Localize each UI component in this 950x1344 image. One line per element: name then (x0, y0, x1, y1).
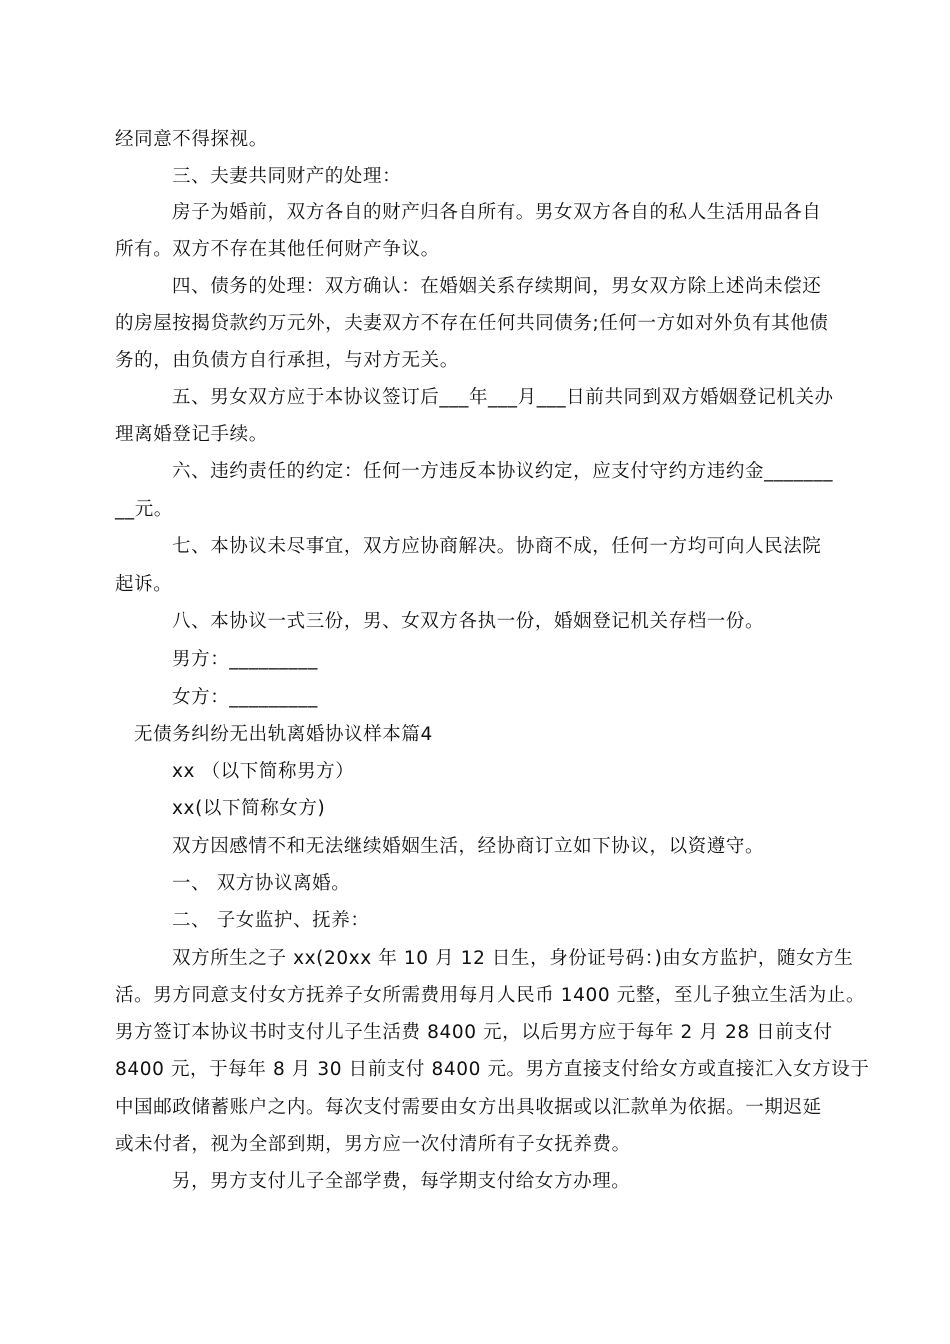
section-heading: 三、夫妻共同财产的处理： (172, 166, 402, 187)
section-heading: 七、本协议未尽事宜，双方应协商解决。协商不成，任何一方均可向人民法院 (172, 536, 822, 557)
text-line: 或未付者，视为全部到期，男方应一次付清所有子女抚养费。 (115, 1134, 631, 1155)
text-line: 经同意不得探视。 (115, 129, 268, 150)
section-heading: 四、债务的处理：双方确认：在婚姻关系存续期间，男女双方除上述尚未偿还 (172, 276, 822, 297)
text-line: 务的，由负债方自行承担，与对方无关。 (115, 350, 459, 371)
text-line: 双方所生之子 xx(20xx 年 10 月 12 日生，身份证号码：)由女方监护，随女方生 (172, 948, 854, 969)
section-heading: 六、违约责任的约定：任何一方违反本协议约定，应支付守约方违约金_______ (172, 461, 834, 482)
signature-line-male: 男方：_________ (172, 649, 318, 670)
section-heading: 一、 双方协议离婚。 (172, 873, 351, 894)
text-line: 中国邮政储蓄账户之内。每次支付需要由女方出具收据或以汇款单为依据。一期迟延 (115, 1097, 822, 1118)
section-heading: 五、男女双方应于本协议签订后___年___月___日前共同到双方婚姻登记机关办 (172, 387, 834, 408)
signature-line-female: 女方：_________ (172, 687, 318, 708)
text-line: __元。 (115, 499, 173, 520)
party-line-female: xx(以下简称女方) (172, 798, 326, 819)
text-line: 男方签订本协议书时支付儿子生活费 8400 元，以后男方应于每年 2 月 28 日前支付 (115, 1022, 833, 1043)
text-line: 所有。双方不存在其他任何财产争议。 (115, 239, 440, 260)
text-line: 8400 元，于每年 8 月 30 日前支付 8400 元。男方直接支付给女方或直接汇入女方设于 (115, 1059, 870, 1080)
party-line-male: xx （以下简称男方） (172, 761, 355, 782)
section-heading: 八、本协议一式三份，男、女双方各执一份，婚姻登记机关存档一份。 (172, 611, 765, 632)
text-line: 房子为婚前，双方各自的财产归各自所有。男女双方各自的私人生活用品各自 (172, 202, 822, 223)
text-line: 的房屋按揭贷款约万元外，夫妻双方不存在任何共同债务;任何一方如对外负有其他债 (115, 313, 829, 334)
text-line: 活。男方同意支付女方抚养子女所需费用每月人民币 1400 元整，至儿子独立生活为止。 (115, 985, 866, 1006)
text-line: 另，男方支付儿子全部学费，每学期支付给女方办理。 (172, 1171, 631, 1192)
text-line: 理离婚登记手续。 (115, 424, 268, 445)
text-line: 起诉。 (115, 574, 173, 595)
section-heading: 二、 子女监护、抚养： (172, 910, 370, 931)
document-title: 无债务纠纷无出轨离婚协议样本篇4 (134, 724, 433, 745)
text-line: 双方因感情不和无法继续婚姻生活，经协商订立如下协议，以资遵守。 (172, 836, 765, 857)
